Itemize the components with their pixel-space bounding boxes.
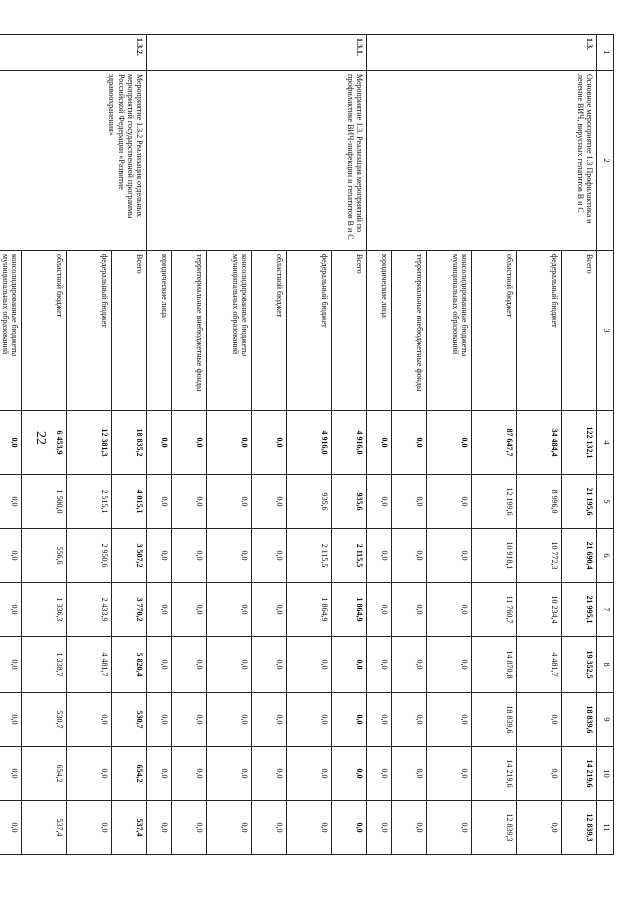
amount-cell: 0,0	[207, 583, 252, 637]
amount-cell: 19 352,5	[562, 637, 597, 693]
funding-source: юридические лица	[367, 251, 392, 411]
column-header: 9	[597, 693, 614, 747]
amount-cell: 0,0	[252, 475, 287, 529]
amount-cell: 0,0	[172, 693, 207, 747]
funding-source: областной бюджет	[252, 251, 287, 411]
amount-cell: 935,6	[287, 475, 332, 529]
amount-cell: 935,6	[332, 475, 367, 529]
amount-cell: 530,7	[22, 693, 67, 747]
amount-cell: 0,0	[207, 475, 252, 529]
amount-cell: 11 760,7	[472, 583, 517, 637]
funding-source: Всего	[112, 251, 147, 411]
amount-cell: 537,4	[22, 801, 67, 855]
funding-source: федеральный бюджет	[67, 251, 112, 411]
column-header: 11	[597, 801, 614, 855]
column-header: 3	[597, 251, 614, 411]
amount-cell: 0,0	[287, 747, 332, 801]
amount-cell: 0,0	[0, 801, 22, 855]
amount-cell: 0,0	[367, 475, 392, 529]
amount-cell: 34 484,4	[517, 411, 562, 475]
amount-cell: 0,0	[287, 637, 332, 693]
amount-cell: 0,0	[367, 637, 392, 693]
amount-cell: 0,0	[367, 747, 392, 801]
funding-source: Всего	[332, 251, 367, 411]
amount-cell: 0,0	[207, 529, 252, 583]
amount-cell: 0,0	[172, 475, 207, 529]
table-row	[112, 35, 147, 855]
amount-cell: 0,0	[392, 583, 427, 637]
amount-cell: 14 870,8	[472, 637, 517, 693]
amount-cell: 1 338,7	[22, 637, 67, 693]
amount-cell: 0,0	[0, 693, 22, 747]
amount-cell: 21 195,6	[562, 475, 597, 529]
header-row	[597, 35, 614, 855]
column-header: 7	[597, 583, 614, 637]
amount-cell: 12 199,6	[472, 475, 517, 529]
amount-cell: 0,0	[172, 801, 207, 855]
funding-source: областной бюджет	[22, 251, 67, 411]
amount-cell: 0,0	[287, 693, 332, 747]
amount-cell: 14 219,6	[562, 747, 597, 801]
amount-cell: 18 839,6	[562, 693, 597, 747]
funding-source: федеральный бюджет	[287, 251, 332, 411]
amount-cell: 1 864,9	[287, 583, 332, 637]
amount-cell: 0,0	[207, 747, 252, 801]
amount-cell: 0,0	[0, 475, 22, 529]
column-header: 6	[597, 529, 614, 583]
amount-cell: 0,0	[367, 411, 392, 475]
amount-cell: 0,0	[392, 747, 427, 801]
amount-cell: 0,0	[0, 747, 22, 801]
amount-cell: 0,0	[207, 637, 252, 693]
page-number: 22	[33, 431, 48, 445]
amount-cell: 0,0	[147, 411, 172, 475]
amount-cell: 0,0	[427, 801, 472, 855]
amount-cell: 0,0	[172, 747, 207, 801]
amount-cell: 0,0	[147, 637, 172, 693]
amount-cell: 654,2	[22, 747, 67, 801]
amount-cell: 4 481,7	[67, 637, 112, 693]
amount-cell: 0,0	[367, 583, 392, 637]
amount-cell: 0,0	[367, 693, 392, 747]
amount-cell: 0,0	[287, 801, 332, 855]
column-header: 5	[597, 475, 614, 529]
amount-cell: 0,0	[147, 747, 172, 801]
amount-cell: 1 500,0	[22, 475, 67, 529]
amount-cell: 0,0	[172, 529, 207, 583]
amount-cell: 0,0	[0, 411, 22, 475]
amount-cell: 0,0	[427, 693, 472, 747]
rotated-table-container	[0, 34, 614, 854]
amount-cell: 0,0	[0, 583, 22, 637]
funding-source: территориальные внебюджетные фонды	[172, 251, 207, 411]
amount-cell: 0,0	[147, 801, 172, 855]
amount-cell: 0,0	[427, 747, 472, 801]
amount-cell: 0,0	[252, 801, 287, 855]
amount-cell: 0,0	[392, 637, 427, 693]
amount-cell: 21 690,4	[562, 529, 597, 583]
table-row	[562, 35, 597, 855]
amount-cell: 0,0	[517, 801, 562, 855]
column-header: 8	[597, 637, 614, 693]
amount-cell: 556,6	[22, 529, 67, 583]
amount-cell: 2 115,5	[287, 529, 332, 583]
amount-cell: 0,0	[517, 747, 562, 801]
funding-source: юридические лица	[147, 251, 172, 411]
amount-cell: 654,2	[112, 747, 147, 801]
amount-cell: 0,0	[252, 583, 287, 637]
amount-cell: 0,0	[147, 529, 172, 583]
amount-cell: 87 647,7	[472, 411, 517, 475]
column-header: 10	[597, 747, 614, 801]
amount-cell: 0,0	[252, 693, 287, 747]
amount-cell: 0,0	[427, 529, 472, 583]
amount-cell: 12 381,3	[67, 411, 112, 475]
amount-cell: 0,0	[332, 693, 367, 747]
amount-cell: 0,0	[172, 583, 207, 637]
funding-source: консолидированные бюджеты муниципальных образований	[427, 251, 472, 411]
amount-cell: 0,0	[147, 475, 172, 529]
amount-cell: 0,0	[252, 637, 287, 693]
amount-cell: 14 219,6	[472, 747, 517, 801]
amount-cell: 2 515,1	[67, 475, 112, 529]
amount-cell: 0,0	[367, 801, 392, 855]
column-header: 2	[597, 71, 614, 251]
amount-cell: 0,0	[67, 801, 112, 855]
amount-cell: 0,0	[332, 747, 367, 801]
amount-cell: 0,0	[332, 801, 367, 855]
funding-source: федеральный бюджет	[517, 251, 562, 411]
amount-cell: 0,0	[67, 693, 112, 747]
amount-cell: 0,0	[392, 529, 427, 583]
item-code: 1.3.2.	[0, 35, 147, 71]
item-name: Мероприятие 1.3. Реализация мероприятий по профилактике ВИЧ-инфекции и гепатитов В и С	[147, 71, 367, 251]
amount-cell: 0,0	[367, 529, 392, 583]
column-header: 1	[597, 35, 614, 71]
funding-source: территориальные внебюджетные фонды	[392, 251, 427, 411]
amount-cell: 0,0	[392, 693, 427, 747]
amount-cell: 0,0	[427, 475, 472, 529]
funding-source: Всего	[562, 251, 597, 411]
item-name: Основное мероприятие 1.3 Профилактика и лечение ВИЧ, вирусных гепатитов В и С	[367, 71, 597, 251]
table-body	[0, 35, 597, 855]
amount-cell: 0,0	[207, 801, 252, 855]
amount-cell: 18 839,6	[472, 693, 517, 747]
amount-cell: 8 996,0	[517, 475, 562, 529]
amount-cell: 21 995,1	[562, 583, 597, 637]
amount-cell: 0,0	[252, 747, 287, 801]
table-row	[332, 35, 367, 855]
amount-cell: 122 132,1	[562, 411, 597, 475]
amount-cell: 0,0	[172, 411, 207, 475]
amount-cell: 10 772,3	[517, 529, 562, 583]
budget-table	[0, 34, 614, 855]
amount-cell: 18 835,2	[112, 411, 147, 475]
funding-source: консолидированные бюджеты муниципальных образований	[207, 251, 252, 411]
amount-cell: 5 820,4	[112, 637, 147, 693]
amount-cell: 6 453,9	[22, 411, 67, 475]
item-name: Мероприятие 1.3.2 Реализация отдельных мероприятий государственной программы Российской Федерации «Развитие здравоохранения»	[0, 71, 147, 251]
amount-cell: 3 507,2	[112, 529, 147, 583]
amount-cell: 0,0	[252, 411, 287, 475]
column-header: 4	[597, 411, 614, 475]
amount-cell: 0,0	[252, 529, 287, 583]
item-code: 1.3.	[367, 35, 597, 71]
amount-cell: 530,7	[112, 693, 147, 747]
amount-cell: 4 015,1	[112, 475, 147, 529]
amount-cell: 4 481,7	[517, 637, 562, 693]
amount-cell: 0,0	[0, 637, 22, 693]
amount-cell: 1 864,9	[332, 583, 367, 637]
amount-cell: 0,0	[0, 529, 22, 583]
funding-source: областной бюджет	[472, 251, 517, 411]
amount-cell: 0,0	[427, 637, 472, 693]
amount-cell: 3 770,2	[112, 583, 147, 637]
amount-cell: 0,0	[392, 801, 427, 855]
amount-cell: 12 839,3	[472, 801, 517, 855]
amount-cell: 0,0	[67, 747, 112, 801]
amount-cell: 4 916,0	[287, 411, 332, 475]
amount-cell: 2 950,6	[67, 529, 112, 583]
amount-cell: 0,0	[392, 411, 427, 475]
amount-cell: 0,0	[392, 475, 427, 529]
amount-cell: 4 916,0	[332, 411, 367, 475]
amount-cell: 12 839,3	[562, 801, 597, 855]
amount-cell: 2 433,9	[67, 583, 112, 637]
amount-cell: 1 336,3	[22, 583, 67, 637]
amount-cell: 0,0	[517, 693, 562, 747]
amount-cell: 2 115,5	[332, 529, 367, 583]
item-code: 1.3.1.	[147, 35, 367, 71]
amount-cell: 0,0	[332, 637, 367, 693]
amount-cell: 0,0	[147, 583, 172, 637]
amount-cell: 10 918,1	[472, 529, 517, 583]
amount-cell: 0,0	[427, 583, 472, 637]
amount-cell: 0,0	[207, 693, 252, 747]
amount-cell: 537,4	[112, 801, 147, 855]
funding-source: консолидированные бюджеты муниципальных образований	[0, 251, 22, 411]
amount-cell: 10 234,4	[517, 583, 562, 637]
amount-cell: 0,0	[427, 411, 472, 475]
amount-cell: 0,0	[147, 693, 172, 747]
amount-cell: 0,0	[207, 411, 252, 475]
amount-cell: 0,0	[172, 637, 207, 693]
